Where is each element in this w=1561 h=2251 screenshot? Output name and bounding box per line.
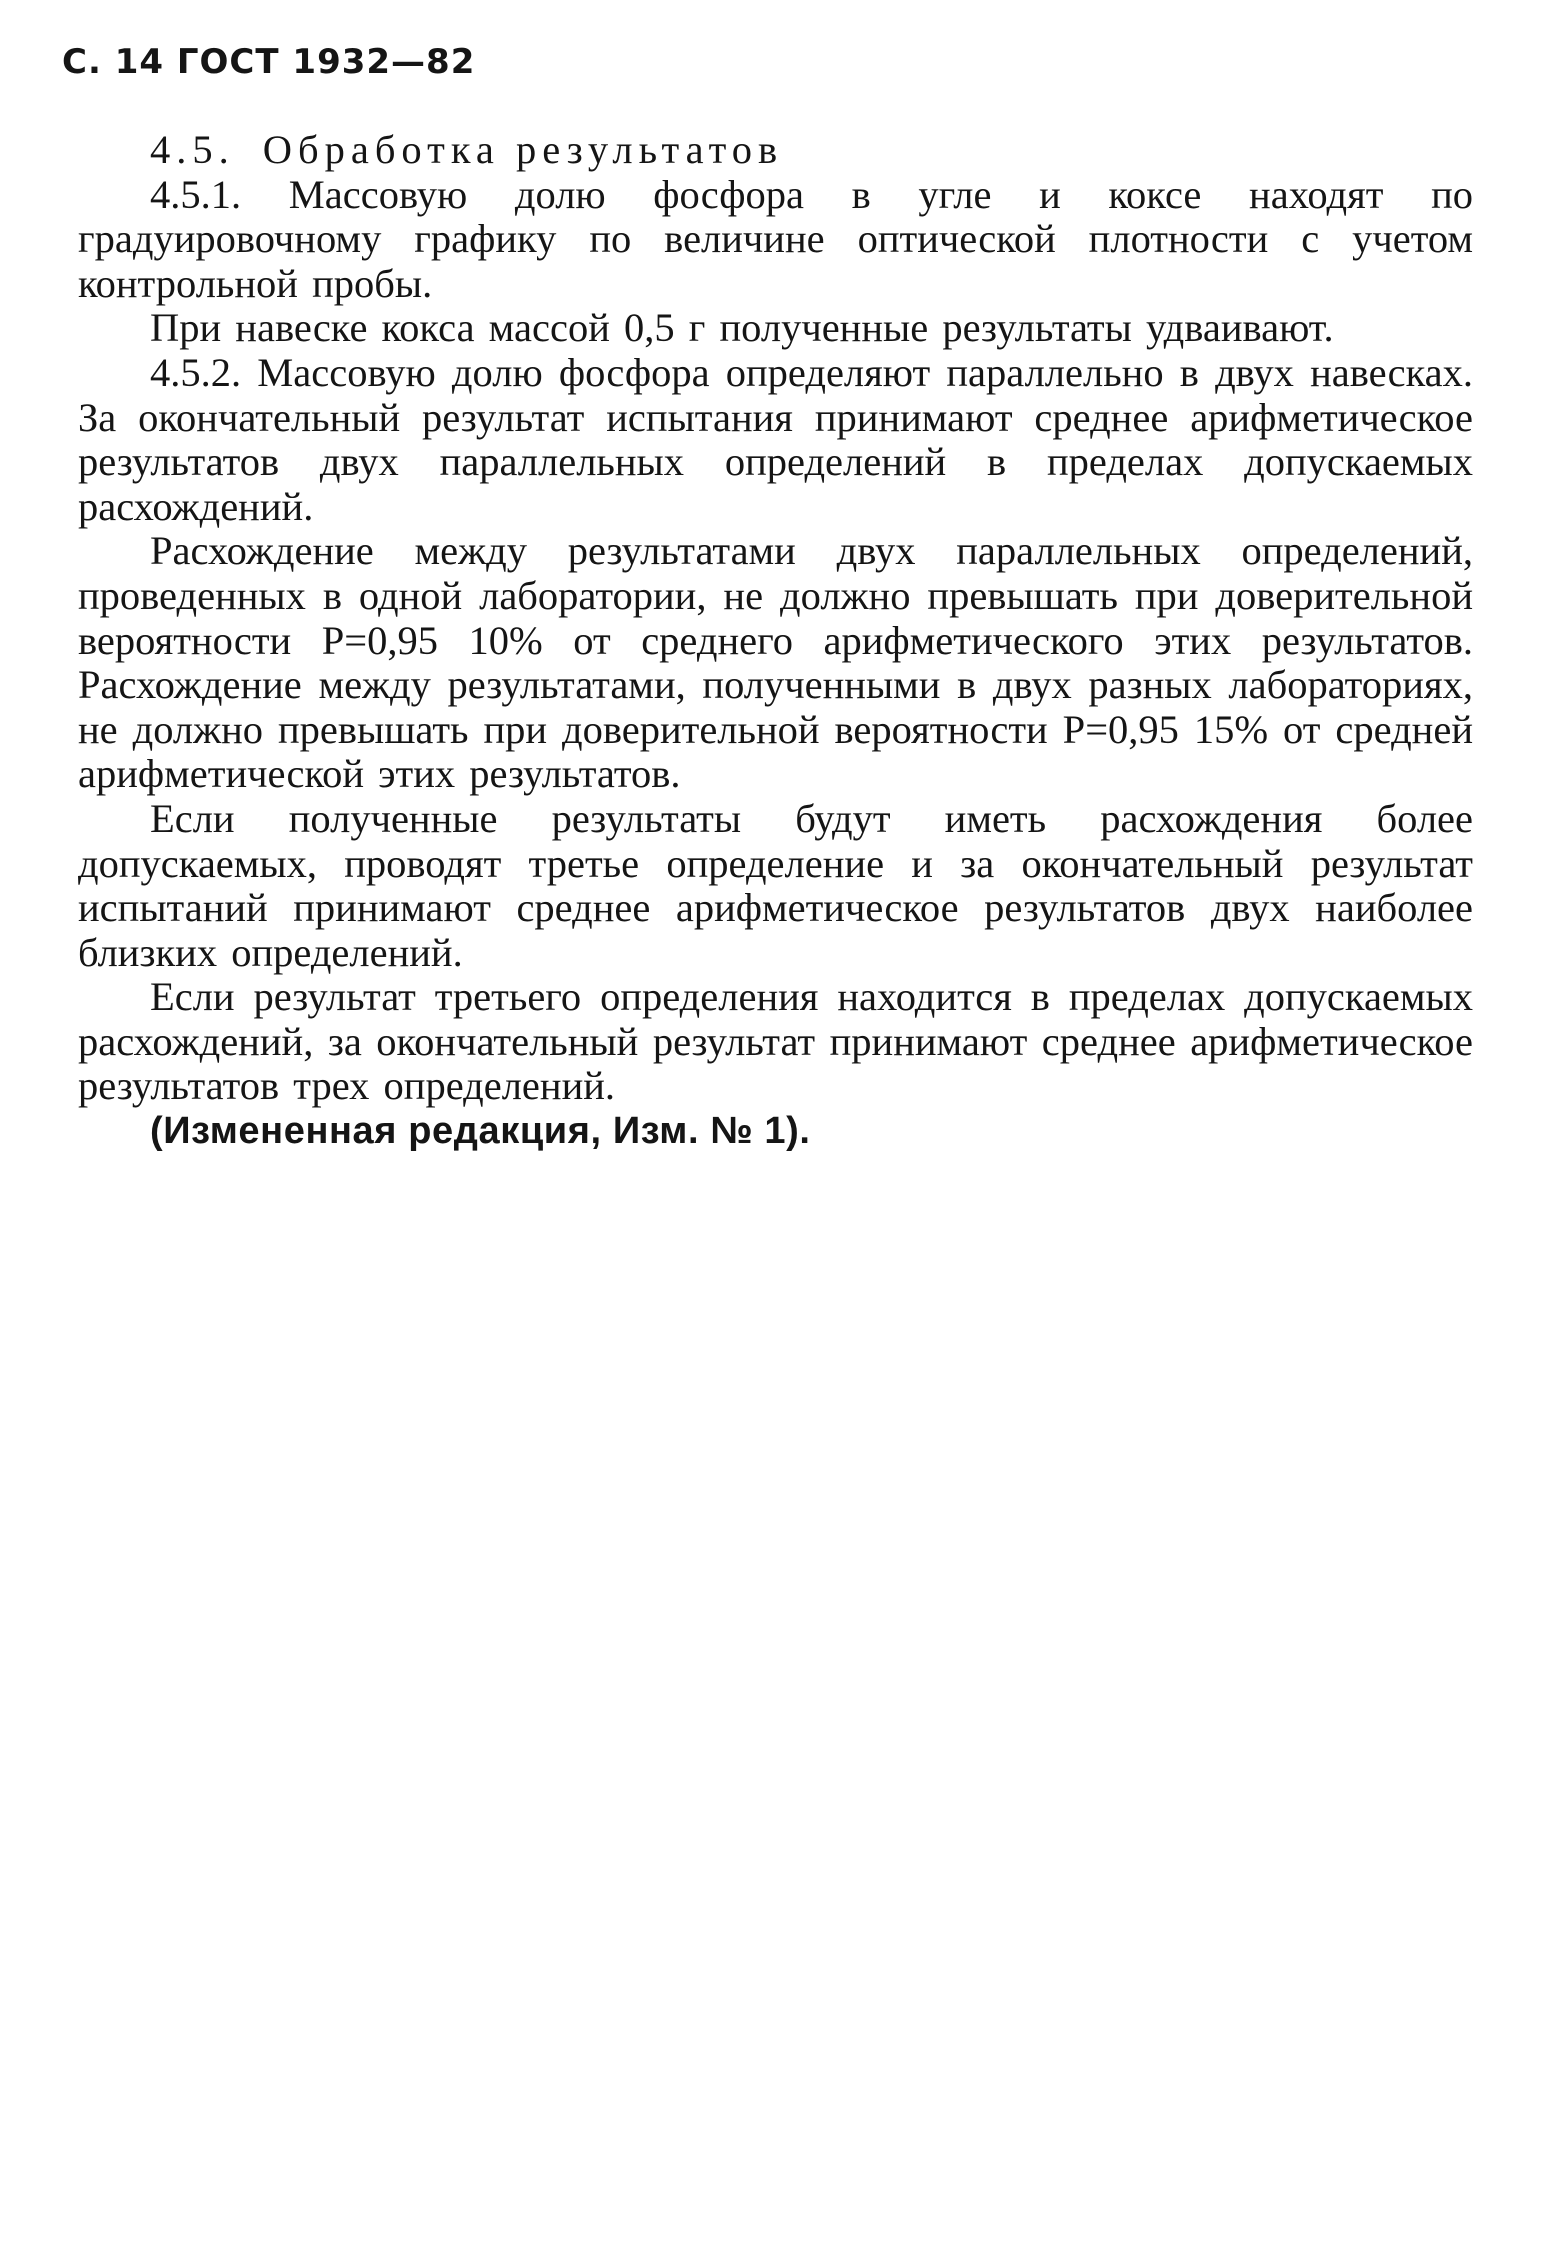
- paragraph-4-5-2: 4.5.2. Массовую долю фосфора определяют параллельно в двух навесках. За окончательный результат испытания принимают среднее арифметическое результатов двух параллельных определений в пределах допускаемых расхождений.: [78, 349, 1473, 529]
- paragraph-4-5-1: 4.5.1. Массовую долю фосфора в угле и коксе находят по градуировочному графику по величине оптической плотности с учетом контрольной пробы.: [78, 171, 1473, 306]
- document-body: [78, 128, 1473, 1154]
- page-header: С. 14 ГОСТ 1932—82: [62, 42, 476, 82]
- amendment-note: (Измененная редакция, Изм. № 1).: [150, 1110, 811, 1153]
- paragraph-discrepancy: Расхождение между результатами двух параллельных определений, проведенных в одной лаборатории, не должно превышать при доверительной вероятности P=0,95 10% от среднего арифметического этих результатов. Расхождение между результатами, полученными в двух разных лабораториях, не должно превышать при доверительной вероятности P=0,95 15% от средней арифметической этих результатов.: [78, 528, 1473, 797]
- section-heading: [78, 128, 1473, 173]
- paragraph-third-determination: Если полученные результаты будут иметь расхождения более допускаемых, проводят третье определение и за окончательный результат испытаний принимают среднее арифметическое результатов двух наиболее близких определений.: [78, 795, 1473, 975]
- section-number: 4.5.: [150, 127, 235, 172]
- paragraph-coke-sample: При навеске кокса массой 0,5 г полученные результаты удваивают.: [150, 305, 1334, 351]
- paragraph-third-result: Если результат третьего определения находится в пределах допускаемых расхождений, за окончательный результат принимают среднее арифметическое результатов трех определений.: [78, 974, 1473, 1109]
- section-title: Обработка результатов: [262, 127, 784, 172]
